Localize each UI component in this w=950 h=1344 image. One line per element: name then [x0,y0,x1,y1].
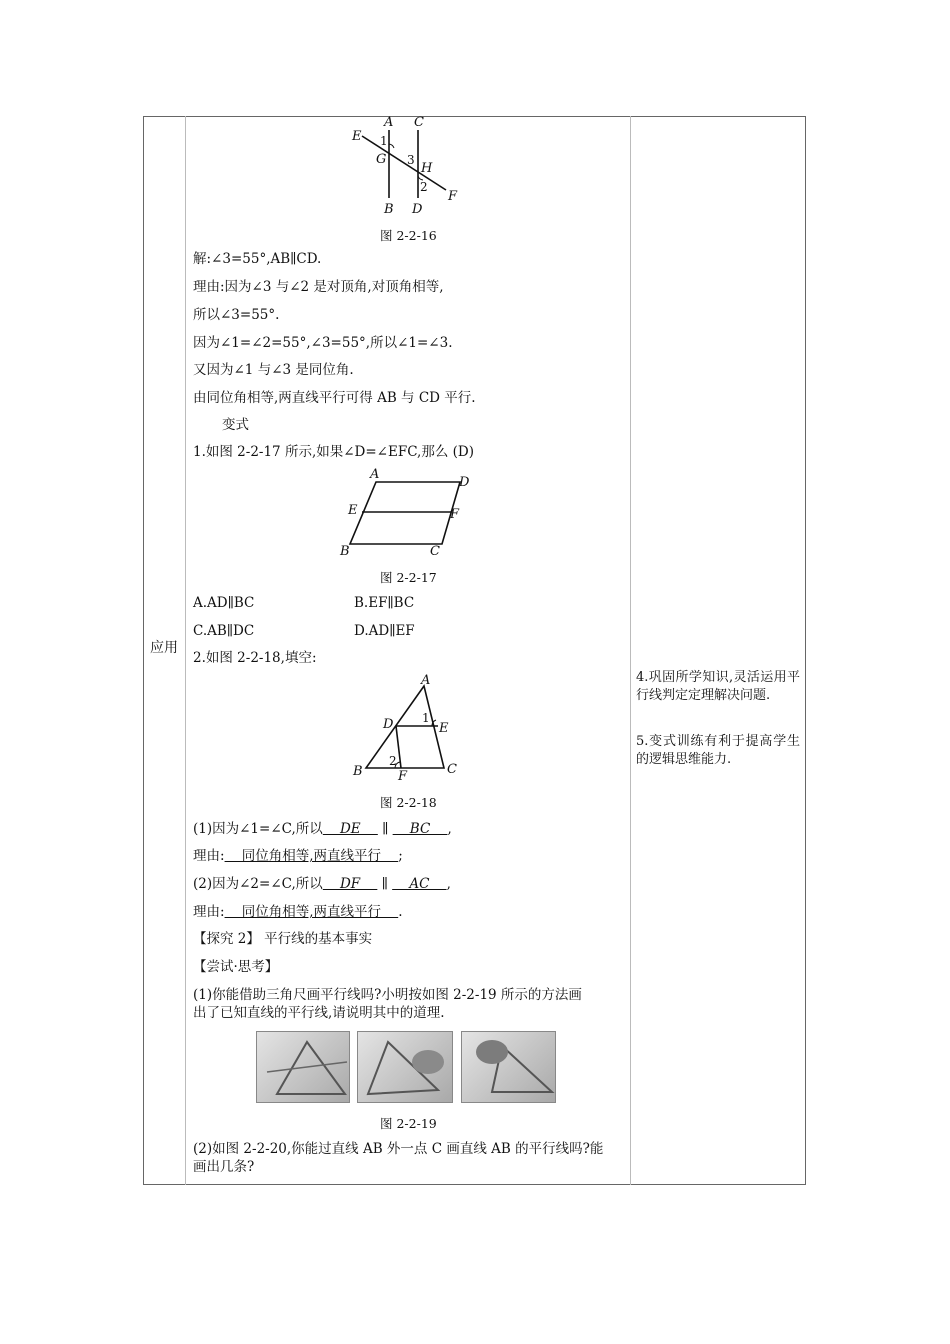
photo-triangle-ruler-3 [461,1031,556,1103]
figure-2-2-17 [334,466,484,560]
answer-2-blank-1: DF [322,876,378,892]
label-D: D [412,202,423,217]
explore-q2-line-1: (2)如图 2-2-20,你能过直线 AB 外一点 C 画直线 AB 的平行线吗?能 [193,1141,604,1157]
answer-1-blank-2: BC [392,821,448,837]
label-D: D [459,475,470,490]
photo-triangle-ruler-2 [357,1031,453,1103]
label-F: F [448,189,458,204]
answer-2-reason-prefix: 理由: [193,904,225,920]
answer-2-reason [193,903,402,921]
solution-line-2: 理由:因为∠3 与∠2 是对顶角,对顶角相等, [193,279,444,295]
answer-2 [193,875,451,893]
explore-subtitle: 【尝试·思考】 [193,959,279,975]
photo-triangle-ruler-1 [256,1031,350,1103]
answer-2-reason-end: . [398,904,403,920]
figure-2-2-18 [348,672,464,784]
option-b: B.EF∥BC [354,595,415,611]
explore-q1-line-2: 出了已知直线的平行线,请说明其中的道理. [193,1005,445,1021]
solution-line-6: 由同位角相等,两直线平行可得 AB 与 CD 平行. [193,390,476,406]
label-B: B [340,544,350,559]
angle-3: 3 [407,153,415,167]
solution-line-3: 所以∠3=55°. [193,307,280,323]
answer-2-end: , [446,876,451,892]
label-C: C [414,115,424,130]
caption-2-2-16: 图 2-2-16 [380,228,437,243]
solution-line-1: 解:∠3=55°,AB∥CD. [193,251,322,267]
label-G: G [376,152,387,167]
angle-1: 1 [380,134,388,148]
option-d: D.AD∥EF [354,623,415,639]
answer-1-prefix: (1)因为∠1=∠C,所以 [193,821,323,837]
answer-2-blank-2: AC [392,876,447,892]
label-D: D [383,717,394,732]
angle-2: 2 [389,754,397,768]
caption-2-2-18: 图 2-2-18 [380,795,437,810]
explore-q2-line-2: 画出几条? [193,1159,255,1175]
column-divider-left [185,116,186,1185]
design-note-5: 5.变式训练有利于提高学生的逻辑思维能力. [636,734,800,767]
option-a: A.AD∥BC [193,595,255,611]
label-H: H [421,161,433,176]
label-A: A [384,115,394,130]
answer-1-reason-blank: 同位角相等,两直线平行 [224,848,399,864]
column-divider-right [630,116,631,1185]
design-note-4: 4.巩固所学知识,灵活运用平行线判定定理解决问题. [636,670,800,703]
answer-1-parallel: ∥ [377,821,393,837]
figure-2-2-16 [340,114,470,218]
label-B: B [384,202,394,217]
answer-2-parallel: ∥ [377,876,393,892]
angle-2: 2 [420,180,428,194]
variant-question-2: 2.如图 2-2-18,填空: [193,650,317,666]
label-F: F [450,507,460,522]
label-B: B [353,764,363,779]
angle-1: 1 [422,711,430,725]
caption-2-2-19: 图 2-2-19 [380,1116,437,1131]
variant-question-1: 1.如图 2-2-17 所示,如果∠D=∠EFC,那么 (D) [193,444,475,460]
label-E: E [348,503,358,518]
label-C: C [447,762,457,777]
explore-title: 【探究 2】 平行线的基本事实 [193,931,373,947]
solution-line-4: 因为∠1=∠2=55°,∠3=55°,所以∠1=∠3. [193,335,453,351]
label-C: C [430,544,440,559]
answer-2-prefix: (2)因为∠2=∠C,所以 [193,876,323,892]
answer-1-blank-1: DE [322,821,378,837]
label-E: E [439,721,449,736]
label-A: A [421,673,431,688]
answer-2-reason-blank: 同位角相等,两直线平行 [224,904,399,920]
explore-q1-line-1: (1)你能借助三角尺画平行线吗?小明按如图 2-2-19 所示的方法画 [193,987,582,1003]
label-E: E [352,129,362,144]
answer-1 [193,820,452,838]
caption-2-2-17: 图 2-2-17 [380,570,437,585]
label-F: F [398,769,408,784]
variant-title: 变式 [222,417,249,433]
label-A: A [370,467,380,482]
solution-line-5: 又因为∠1 与∠3 是同位角. [193,362,354,378]
answer-1-reason [193,847,403,865]
answer-1-reason-end: ; [398,848,403,864]
option-c: C.AB∥DC [193,623,255,639]
answer-1-reason-prefix: 理由: [193,848,225,864]
section-label: 应用 [150,640,178,656]
answer-1-end: , [447,821,452,837]
